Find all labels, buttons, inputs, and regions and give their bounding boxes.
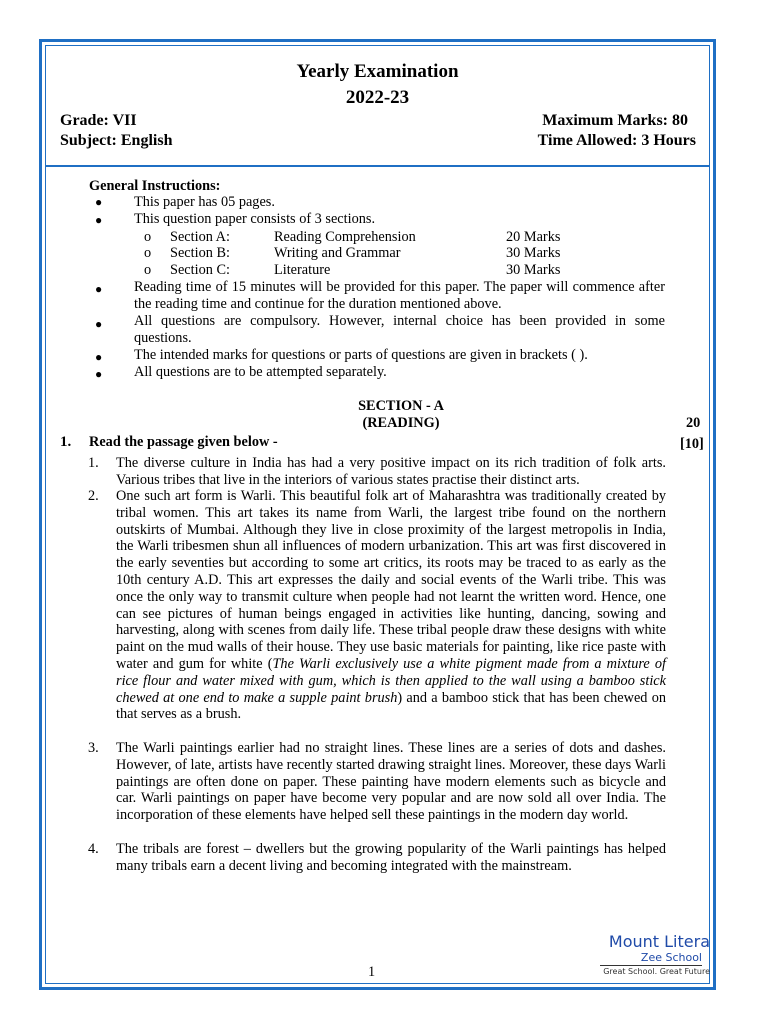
school-logo (600, 932, 710, 976)
question-number: 1. (60, 434, 72, 450)
section-name: Section C: (170, 262, 230, 278)
logo-name: Mount Litera (608, 932, 710, 951)
subject-label: Subject: English (60, 132, 173, 149)
instruction-item: All questions are compulsory. However, internal choice has been provided in some questions. (134, 313, 665, 346)
bullet-icon: ● (95, 195, 103, 209)
passage-paragraph (88, 740, 666, 824)
paragraph-text: One such art form is Warli. This beautiful folk art of Maharashtra was traditionally created by tribal women. This art takes its name from Warli, the largest tribe found on the northern outskirts of Mumbai. Although they live in close proximity of the largest metropolis in India, the Warli tribesmen shun all influences of modern urbanization. This art was first discovered in the early seventies but according to some art critics, its roots may be traced to as early as the 10th century A.D. This art expresses the daily and social events of the Warli tribe. This was once the only way to transmit culture when people had not learnt the written word. Hence, one can see pictures of human beings engaged in activities like hunting, dancing, sowing and harvesting, along with scenes from daily life. These tribal people draw these designs with white paint on the mud walls of their house. They use basic materials for painting, like rice paste with water and gum for white ( (116, 488, 666, 672)
max-marks-label: Maximum Marks: 80 (542, 112, 688, 129)
section-topic: Reading Comprehension (274, 229, 416, 245)
section-topic: Literature (274, 262, 331, 278)
instruction-item: All questions are to be attempted separately. (134, 364, 387, 380)
logo-tagline: Great School. Great Future (603, 967, 710, 976)
instruction-item: This paper has 05 pages. (134, 194, 275, 210)
question-prompt: Read the passage given below - (89, 434, 278, 450)
section-marks: 20 Marks (506, 229, 561, 245)
paragraph-number: 1. (88, 455, 99, 471)
paragraph-text: The tribals are forest – dwellers but the growing popularity of the Warli paintings has helped many tribals earn a decent living and becoming integrated with the mainstream. (116, 841, 666, 874)
exam-year: 2022-23 (345, 87, 410, 108)
instructions-heading: General Instructions: (89, 178, 221, 194)
paragraph-text: The diverse culture in India has had a very positive impact on its rich tradition of folk arts. Various tribes that live in the interiors of various states practise their distinct arts. (116, 455, 666, 488)
sub-bullet-icon: o (144, 262, 152, 278)
header-divider (46, 165, 709, 167)
instruction-item: This question paper consists of 3 sections. (134, 211, 376, 227)
instruction-item: The intended marks for questions or parts of questions are given in brackets ( ). (134, 347, 588, 363)
logo-sub: Zee School (600, 951, 702, 966)
bullet-icon: ● (95, 350, 103, 364)
section-a-marks: 20 (686, 415, 701, 431)
question-marks: [10] (680, 436, 704, 452)
section-name: Section B: (170, 245, 230, 261)
sub-bullet-icon: o (144, 245, 152, 261)
section-marks: 30 Marks (506, 245, 561, 261)
instruction-item: Reading time of 15 minutes will be provided for this paper. The paper will commence after the reading time and continue for the duration mentioned above. (134, 279, 665, 312)
section-topic: Writing and Grammar (274, 245, 401, 261)
paragraph-text: ) and a bamboo stick that has been chewed on that serves as a brush. (116, 689, 666, 723)
bullet-icon: ● (95, 282, 103, 296)
time-allowed-label: Time Allowed: 3 Hours (537, 132, 696, 149)
bullet-icon: ● (95, 213, 103, 227)
paragraph-number: 2. (88, 488, 99, 504)
paragraph-italic-note: The Warli exclusively use a white pigment made from a mixture of rice flour and water mixed with gum, which is then applied to the wall using a bamboo stick chewed at one end to make a supple paint brush (116, 655, 666, 706)
section-a-subtitle: (READING) (362, 415, 440, 431)
bullet-icon: ● (95, 367, 103, 381)
bullet-icon: ● (95, 317, 103, 331)
sub-bullet-icon: o (144, 229, 152, 245)
paragraph-text: The Warli paintings earlier had no straight lines. These lines are a series of dots and dashes. However, of late, artists have recently started drawing straight lines. Moreover, these days Warli paintings are often done on paper. These painting have modern elements such as bicycle and car. Warli paintings on paper have become very popular and are now sold all over India. The incorporation of these elements have helped sell these paintings in the modern day world. (116, 740, 666, 824)
exam-title: Yearly Examination (296, 61, 459, 82)
passage-paragraph (88, 488, 666, 723)
grade-label: Grade: VII (60, 112, 137, 129)
section-name: Section A: (170, 229, 230, 245)
section-marks: 30 Marks (506, 262, 561, 278)
paragraph-number: 4. (88, 841, 99, 857)
page-number: 1 (368, 964, 376, 980)
passage-paragraph (88, 455, 666, 489)
paragraph-number: 3. (88, 740, 99, 756)
section-a-title: SECTION - A (358, 398, 444, 414)
passage-paragraph (88, 841, 666, 875)
